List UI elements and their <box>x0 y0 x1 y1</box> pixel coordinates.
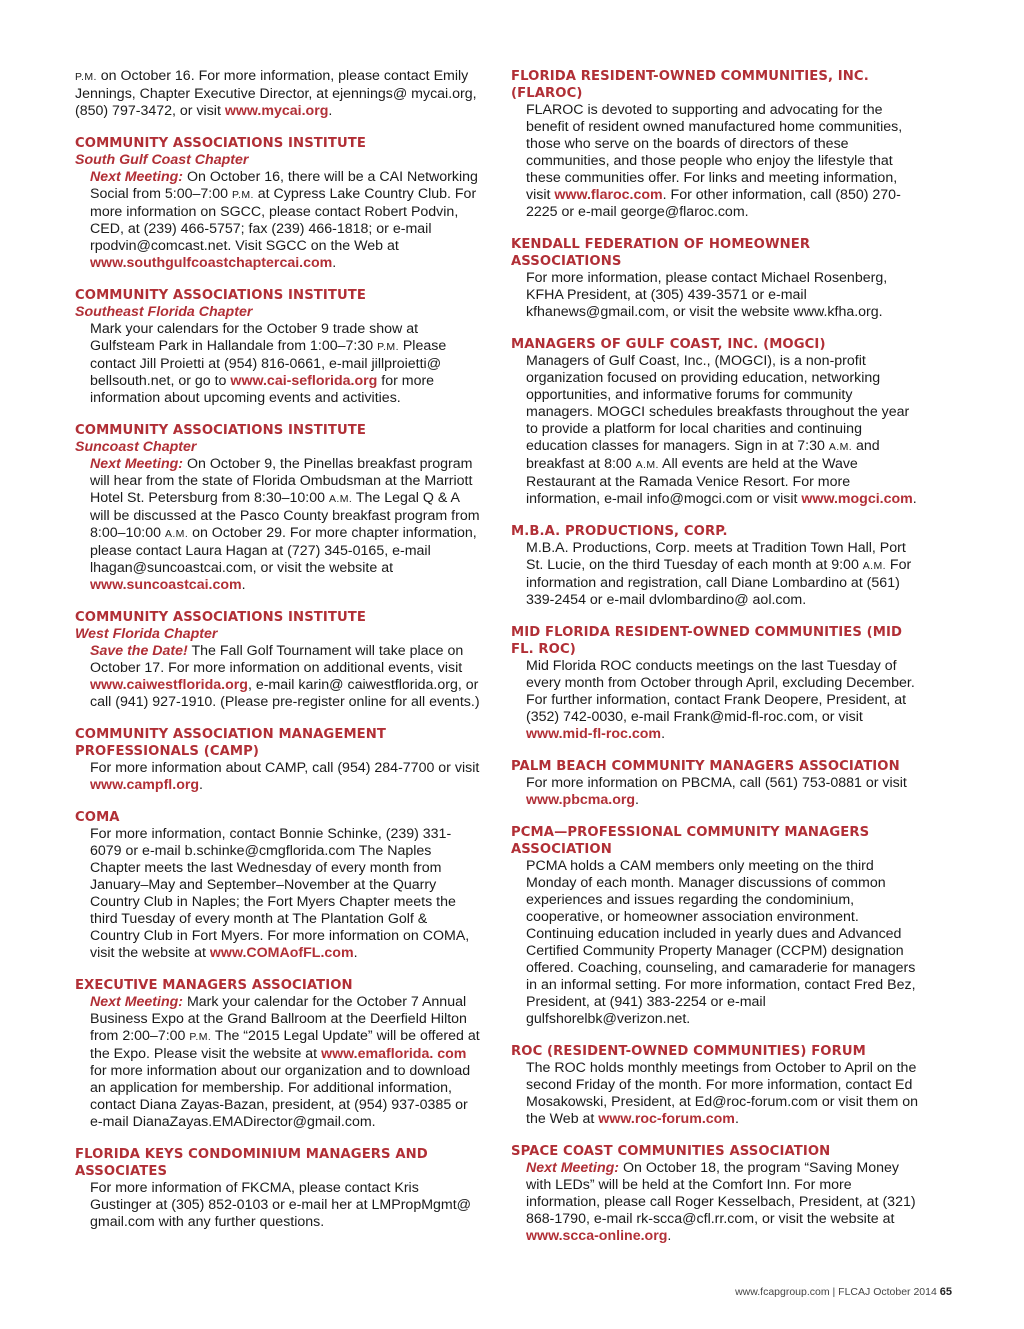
body-text: . <box>332 255 337 271</box>
body-text: The Fall Golf Tournament will take place on October 17. For more information on additional events, visit <box>90 643 464 676</box>
entry-body <box>511 102 921 221</box>
entry-continued <box>75 68 480 120</box>
chapter-name: South Gulf Coast Chapter <box>75 152 249 168</box>
entry-title: COMMUNITY ASSOCIATIONS INSTITUTE <box>75 136 366 151</box>
entry-mogci <box>511 336 921 508</box>
entry-coma <box>75 809 480 962</box>
body-text: For more information, please contact Michael Rosenberg, KFHA President, at (305) 439-3571 or e-mail kfhanews@gmail.com, or visit the website www.kfha.org. <box>526 270 888 320</box>
body-text: . <box>667 1228 672 1244</box>
entry-mid-florida-roc <box>511 624 921 743</box>
body-text: On October 16, there will be a CAI Networking Social from 5:00–7:00 <box>90 169 478 202</box>
body-text: on October 16. For more information, please contact Emily Jennings, Chapter Executive Director, at ejennings@ mycai.org, (850) 797-3472, or visit <box>75 68 477 119</box>
entry-body <box>75 994 480 1131</box>
body-text: for more information about upcoming events and activities. <box>90 373 435 406</box>
website-link[interactable]: www.COMAofFL.com <box>209 945 354 961</box>
body-text: For information and registration, call Diane Lombardino at (561) 339-2454 or e-mail dvlombardino@ aol.com. <box>526 557 912 608</box>
lead-in: Next Meeting: <box>90 994 184 1010</box>
entry-body <box>511 775 921 809</box>
body-text: PCMA holds a CAM members only meeting on the third Monday of each month. Manager discussions of common experiences and issues regarding the condominium, cooperative, or homeowner association environment. Continuing education included in yearly dues and Advanced Certified Community Property Manager (CCPM) designation offered. Coaching, counseling, and camaraderie for managers in an informal setting. For more information, contact Fred Bez, President, at (941) 383-2254 or e-mail gulfshorelbk@verizon.net. <box>526 858 916 1027</box>
time-suffix: P.M. <box>231 189 254 201</box>
website-link[interactable]: www.scca-online.org <box>526 1228 668 1244</box>
body-text: . For other information, call (850) 270-2225 or e-mail george@flaroc.com. <box>526 187 901 220</box>
entry-scca <box>511 1143 921 1245</box>
body-text: For more information on PBCMA, call (561) 753-0881 or visit <box>526 775 907 791</box>
website-link[interactable]: www.suncoastcai.com <box>90 577 242 593</box>
entry-title: COMMUNITY ASSOCIATIONS INSTITUTE <box>75 610 366 625</box>
entry-title: KENDALL FEDERATION OF HOMEOWNER ASSOCIATIONS <box>511 237 811 269</box>
entry-pcma <box>511 824 921 1028</box>
time-suffix: P.M. <box>377 341 399 353</box>
website-link[interactable]: www.mid-fl-roc.com <box>526 726 662 742</box>
website-link[interactable]: www.mogci.com <box>801 491 913 507</box>
website-link[interactable]: www.roc-forum.com <box>598 1111 735 1127</box>
body-text: Managers of Gulf Coast, Inc., (MOGCI), is a non-profit organization focused on providing education, networking opportunities, and informative forums for community managers. MOGCI schedules breakfasts throughout the year to provide a platform for local charities and continuing education classes for managers. Sign in at 7:30 <box>526 353 910 454</box>
body-text: FLAROC is devoted to supporting and advocating for the benefit of resident owned manufactured home communities, those who serve on the boards of directors of these communities, and those people who enjoy the lifestyle that these communities offer. For links and meeting information, visit <box>526 102 903 203</box>
time-suffix: A.M. <box>862 560 886 572</box>
body-text: . <box>661 726 666 742</box>
entry-title: SPACE COAST COMMUNITIES ASSOCIATION <box>511 1144 831 1159</box>
time-suffix: A.M. <box>328 493 353 505</box>
lead-in: Save the Date! <box>90 643 188 659</box>
entry-title: FLORIDA RESIDENT-OWNED COMMUNITIES, INC. (FLAROC) <box>511 69 869 101</box>
body-text: . <box>734 1111 739 1127</box>
body-text: Mark your calendars for the October 9 trade show at Gulfsteam Park in Hallandale from 1:00–7:30 <box>90 321 419 354</box>
chapter-name: Suncoast Chapter <box>75 439 197 455</box>
body-text: For more information of FKCMA, please contact Kris Gustinger at (305) 852-0103 or e-mail her at LMPropMgmt@ gmail.com with any further questions. <box>90 1180 472 1230</box>
website-link[interactable]: www.emaflorida. com <box>321 1046 467 1062</box>
entry-title: COMMUNITY ASSOCIATIONS INSTITUTE <box>75 423 366 438</box>
entry-fkcma <box>75 1146 480 1231</box>
time-suffix: P.M. <box>189 1031 212 1043</box>
entry-ema <box>75 977 480 1131</box>
page-number: 65 <box>939 1286 952 1298</box>
entry-kfha <box>511 236 921 321</box>
right-column <box>511 68 921 1260</box>
time-suffix: A.M. <box>635 459 659 471</box>
left-column <box>75 68 480 1246</box>
body-text: All events are held at the Wave Restaurant at the Ramada Venice Resort. For more information, e-mail info@mogci.com or visit <box>526 456 858 507</box>
body-text: on October 29. For more chapter information, please contact Laura Hagan at (727) 345-0165, e-mail lhagan@suncoastcai.com, or visit the website at <box>90 525 477 576</box>
entry-title: EXECUTIVE MANAGERS ASSOCIATION <box>75 978 353 993</box>
entry-title: COMMUNITY ASSOCIATION MANAGEMENT PROFESSIONALS (CAMP) <box>75 727 387 759</box>
entry-body <box>511 270 921 321</box>
body-text: . <box>635 792 639 808</box>
website-link[interactable]: www.flaroc.com <box>554 187 663 203</box>
time-suffix: A.M. <box>828 441 853 453</box>
body-text: and breakfast at 8:00 <box>526 438 880 472</box>
entry-title: COMMUNITY ASSOCIATIONS INSTITUTE <box>75 288 366 303</box>
entry-body <box>75 68 480 120</box>
entry-cai-suncoast <box>75 422 480 594</box>
entry-title: MANAGERS OF GULF COAST, INC. (MOGCI) <box>511 337 826 352</box>
website-link[interactable]: www.pbcma.org <box>526 792 636 808</box>
entry-cai-southeast-florida <box>75 287 480 407</box>
entry-title: ROC (RESIDENT-OWNED COMMUNITIES) FORUM <box>511 1044 866 1059</box>
chapter-name: West Florida Chapter <box>75 626 218 642</box>
body-text: The Legal Q & A will be discussed at the Pasco County breakfast program from 8:00–10:00 <box>90 490 480 541</box>
website-link[interactable]: www.campfl.org <box>90 777 200 793</box>
body-text: M.B.A. Productions, Corp. meets at Tradition Town Hall, Port St. Lucie, on the third Tuesday of each month at 9:00 <box>526 540 906 573</box>
entry-cai-west-florida <box>75 609 480 711</box>
entry-title: PALM BEACH COMMUNITY MANAGERS ASSOCIATION <box>511 759 900 774</box>
body-text: . <box>199 777 203 793</box>
body-text: The “2015 Legal Update” will be offered at the Expo. Please visit the website at <box>90 1028 480 1062</box>
body-text: For more information about CAMP, call (954) 284-7700 or visit <box>90 760 480 776</box>
entry-body <box>511 353 921 508</box>
body-text: Please contact Jill Proietti at (954) 816-0661, e-mail jillproietti@ bellsouth.net, or go to <box>90 338 447 389</box>
website-link[interactable]: www.mycai.org <box>224 103 329 119</box>
entry-camp <box>75 726 480 794</box>
page-footer <box>735 1286 952 1298</box>
entry-body <box>75 456 480 594</box>
body-text: For more information, contact Bonnie Schinke, (239) 331-6079 or e-mail b.schinke@cmgflorida.com The Naples Chapter meets the last Wednesday of every month from January–May and September–November at the Quarry Country Club in Naples; the Fort Myers Chapter meets the third Tuesday of every month at The Plantation Golf & Country Club in Fort Myers. For more information on COMA, visit the website at <box>90 826 470 961</box>
body-text: On October 18, the program “Saving Money with LEDs” will be held at the Comfort Inn. For more information, please call Roger Kesselbach, President, at (321) 868-1790, e-mail rk-scca@cfl.rr.com, or visit the website at <box>526 1160 916 1227</box>
body-text: Mark your calendar for the October 7 Annual Business Expo at the Grand Ballroom at the Deerfield Hilton from 2:00–7:00 <box>90 994 467 1044</box>
entry-cai-south-gulf-coast <box>75 135 480 272</box>
body-text: The ROC holds monthly meetings from October to April on the second Friday of the month. For more information, contact Ed Mosakowski, President, at Ed@roc-forum.com or visit them on the Web at <box>526 1060 919 1127</box>
body-text: at Cypress Lake Country Club. For more information on SGCC, please contact Robert Podvin, CED, at (239) 466-5757; fax (239) 466-1818; or e-mail rpodvin@comcast.net. Visit SGCC on the Web at <box>90 186 477 254</box>
time-suffix: A.M. <box>164 528 189 540</box>
lead-in: Next Meeting: <box>90 169 184 185</box>
website-link[interactable]: www.cai-seflorida.org <box>230 373 378 389</box>
entry-body <box>75 643 480 711</box>
website-link[interactable]: www.southgulfcoastchaptercai.com <box>90 255 333 271</box>
entry-body <box>75 321 480 407</box>
chapter-name: Southeast Florida Chapter <box>75 304 253 320</box>
entry-body <box>511 1060 921 1128</box>
entry-title: MID FLORIDA RESIDENT-OWNED COMMUNITIES (MID FL. ROC) <box>511 625 903 657</box>
body-text: . <box>241 577 246 593</box>
entry-body <box>75 169 480 272</box>
entry-title: FLORIDA KEYS CONDOMINIUM MANAGERS AND ASSOCIATES <box>75 1147 428 1179</box>
footer-text: www.fcapgroup.com | FLCAJ October 2014 <box>735 1286 937 1298</box>
lead-in: Next Meeting: <box>90 456 184 472</box>
entry-mba-productions <box>511 523 921 609</box>
entry-title: M.B.A. PRODUCTIONS, CORP. <box>511 524 728 539</box>
entry-body <box>511 858 921 1028</box>
entry-body <box>75 760 480 794</box>
entry-title: COMA <box>75 810 120 825</box>
entry-flaroc <box>511 68 921 221</box>
time-suffix: P.M. <box>75 71 97 83</box>
entry-title: PCMA—PROFESSIONAL COMMUNITY MANAGERS ASSOCIATION <box>511 825 870 857</box>
lead-in: Next Meeting: <box>526 1160 620 1176</box>
body-text: . <box>328 103 333 119</box>
entry-body <box>511 540 921 609</box>
body-text: . <box>912 491 917 507</box>
body-text: for more information about our organization and to download an application for membership. For additional information, contact Diana Zayas-Bazan, president, at (954) 937-0385 or e-mail DianaZayas.EMADirector@gmail.com. <box>90 1063 471 1130</box>
entry-body <box>75 826 480 962</box>
entry-body <box>511 1160 921 1245</box>
body-text: On October 9, the Pinellas breakfast program will hear from the state of Florida Ombudsman at the Marriott Hotel St. Petersburg from 8:30–10:00 <box>90 456 473 506</box>
body-text: . <box>353 945 358 961</box>
entry-roc-forum <box>511 1043 921 1128</box>
entry-body <box>511 658 921 743</box>
website-link[interactable]: www.caiwestflorida.org <box>90 677 248 693</box>
entry-body <box>75 1180 480 1231</box>
body-text: Mid Florida ROC conducts meetings on the last Tuesday of every month from October through April, excluding December. For further information, contact Frank Deopere, President, at (352) 742-0030, e-mail Frank@mid-fl-roc.com, or visit <box>526 658 915 725</box>
body-text: , e-mail karin@ caiwestflorida.org, or call (941) 927-1910. (Please pre-register online for all events.) <box>90 677 480 710</box>
entry-pbcma <box>511 758 921 809</box>
